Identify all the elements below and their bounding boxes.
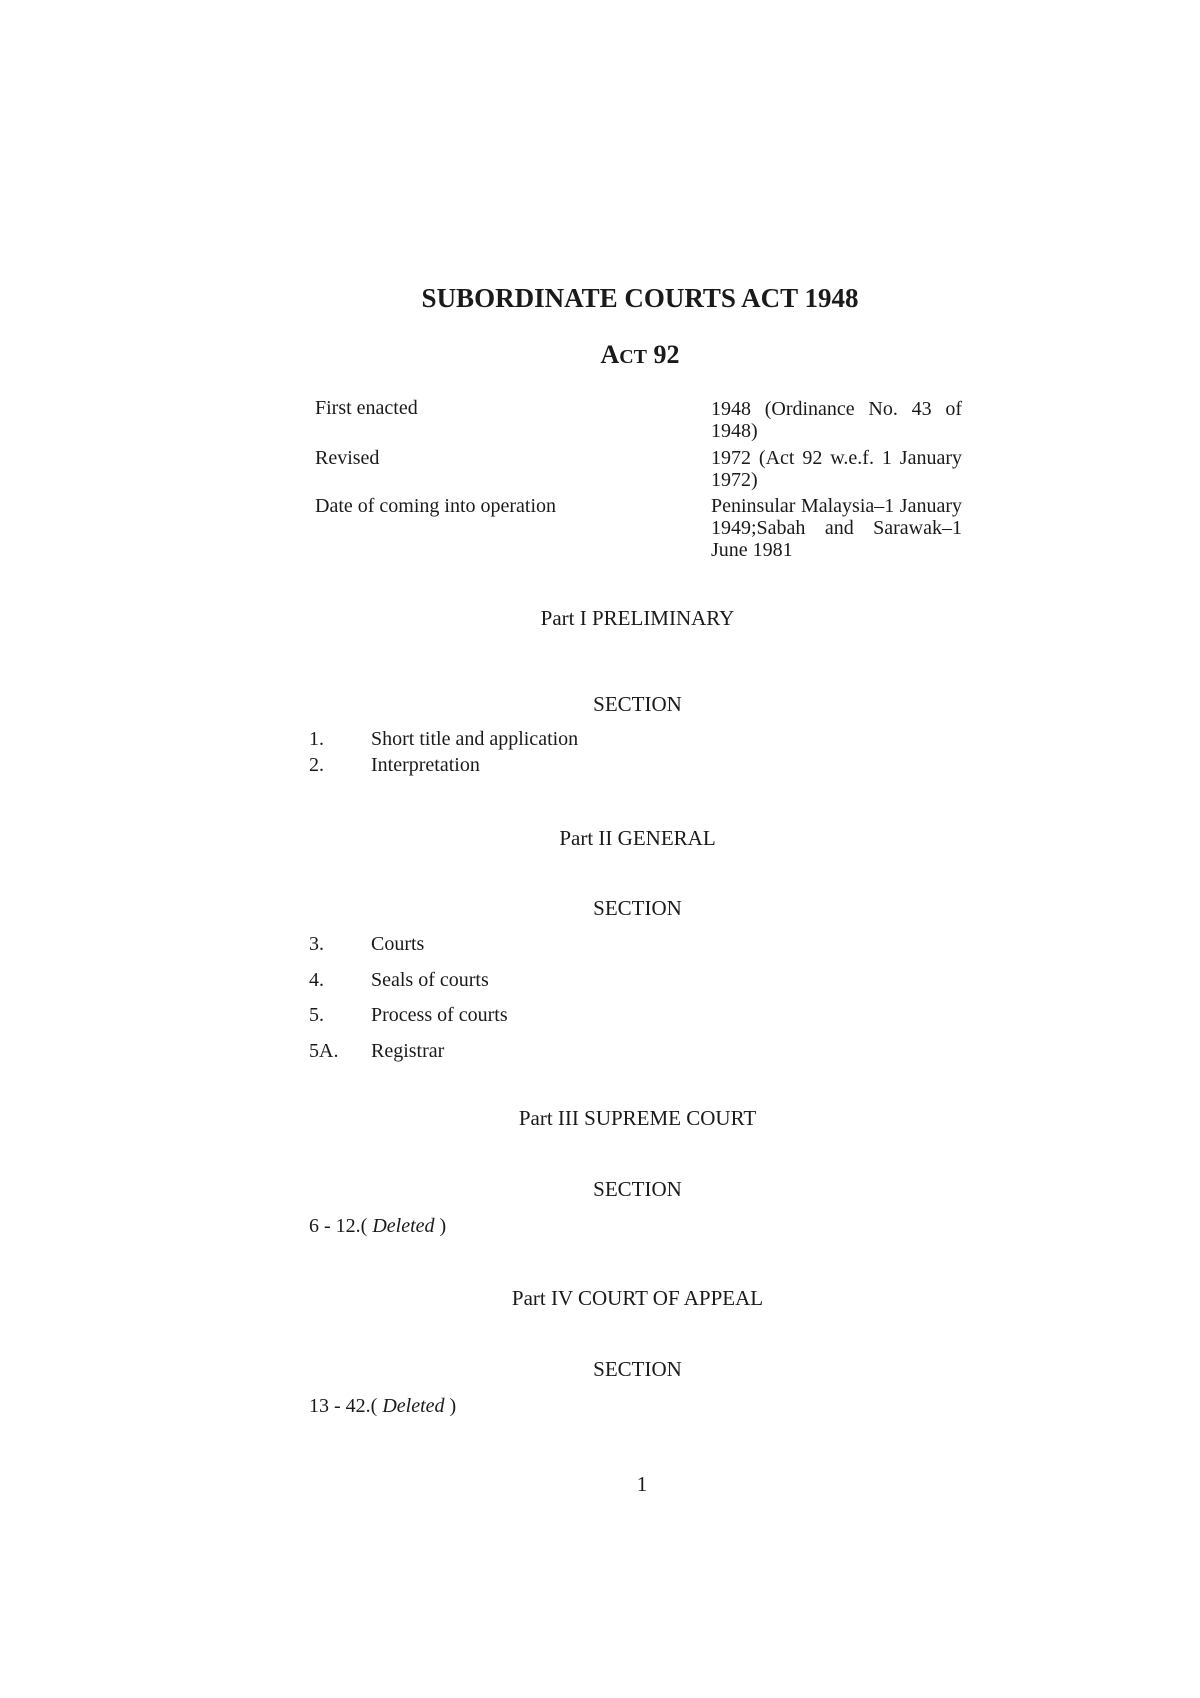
section-title: Seals of courts [371,969,489,991]
act-title: SUBORDINATE COURTS ACT 1948 [421,283,859,313]
section-title: Interpretation [371,754,480,776]
part-heading: Part IV COURT OF APPEAL [511,1286,764,1310]
section-number: 2. [309,754,324,776]
deleted-word: Deleted [372,1215,435,1237]
section-title: Process of courts [371,1004,508,1026]
meta-value-first-enacted: 1948 (Ordinance No. 43 of 1948) [711,398,962,442]
section-number: 1. [309,728,324,750]
deleted-close: ) [439,1215,447,1237]
section-label: SECTION [593,1357,682,1381]
act-number-heading [0,340,1200,370]
meta-value-coming-into-operation: Peninsular Malaysia–1 January 1949;Sabah and Sarawak–1 June 1981 [711,495,962,561]
deleted-word: Deleted [382,1395,445,1417]
part-heading: Part II GENERAL [559,826,716,850]
section-title: Registrar [371,1040,445,1062]
part-heading: Part I PRELIMINARY [540,606,735,630]
section-number: 3. [309,933,324,955]
deleted-range: 13 - 42.( [309,1395,378,1417]
meta-label-revised: Revised [315,447,380,469]
meta-label-coming-into-operation: Date of coming into operation [315,495,557,517]
deleted-sections-line [309,1395,456,1418]
section-title: Courts [371,933,425,955]
act-prefix-a: A [600,340,620,369]
section-title: Short title and application [371,728,579,750]
section-label: SECTION [593,1177,682,1201]
deleted-sections-line [309,1215,446,1238]
section-number: 4. [309,969,324,991]
section-number: 5A. [309,1040,339,1062]
section-label: SECTION [593,692,682,716]
meta-label-first-enacted: First enacted [315,397,418,419]
part-heading: Part III SUPREME COURT [518,1106,757,1130]
deleted-range: 6 - 12.( [309,1215,368,1237]
section-number: 5. [309,1004,324,1026]
act-prefix-ct: CT [619,346,648,368]
section-label: SECTION [593,896,682,920]
page-number: 1 [636,1472,648,1496]
meta-value-revised: 1972 (Act 92 w.e.f. 1 January 1972) [711,447,962,491]
deleted-close: ) [449,1395,457,1417]
act-number: 92 [653,340,680,369]
